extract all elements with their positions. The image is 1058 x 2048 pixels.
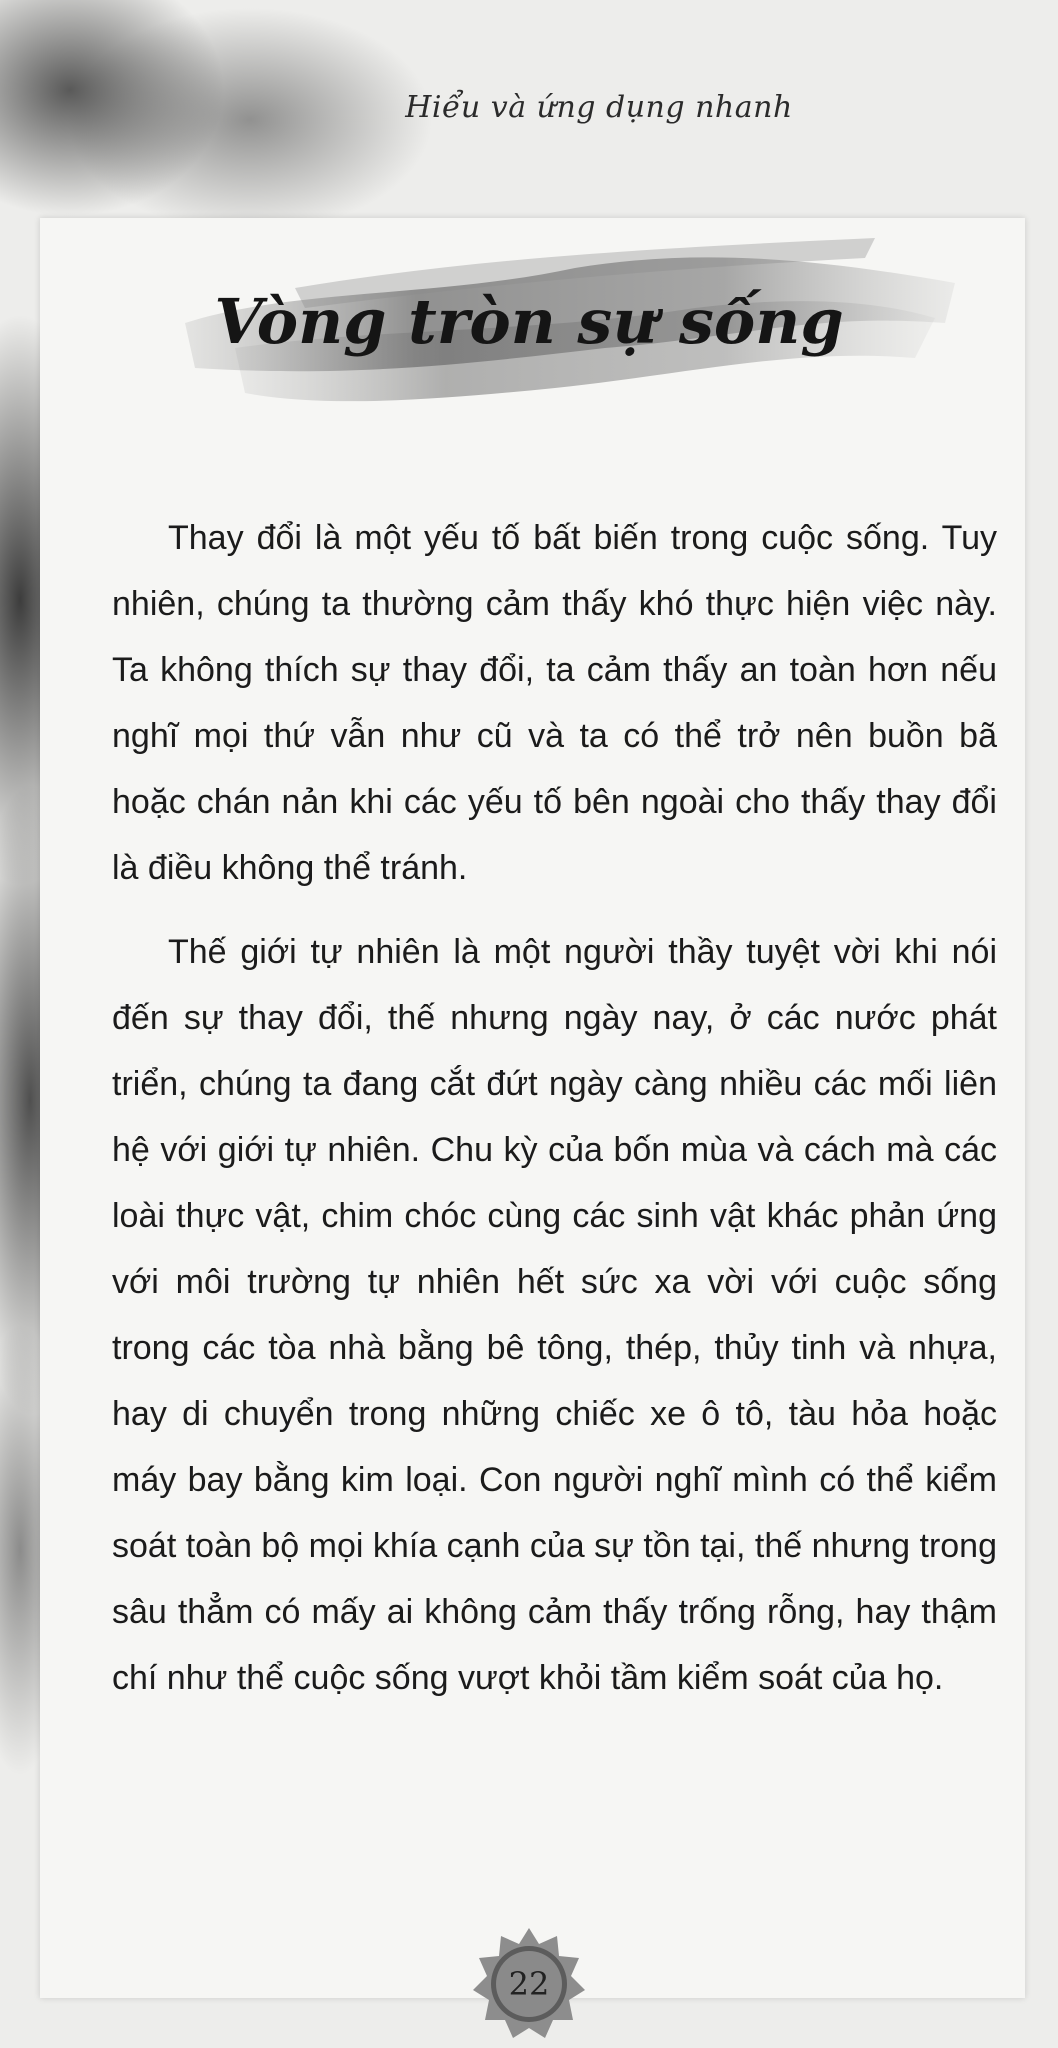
paragraph: Thay đổi là một yếu tố bất biến trong cuộc sống. Tuy nhiên, chúng ta thường cảm thấy khó thực hiện việc này. Ta không thích sự thay đổi, ta cảm thấy an toàn hơn nếu nghĩ mọi thứ vẫn như cũ và ta có thể trở nên buồn bã hoặc chán nản khi các yếu tố bên ngoài cho thấy thay đổi là điều không thể tránh. [112,519,997,887]
running-header: Hiểu và ứng dụng nhanh [405,90,793,125]
body-text [112,505,997,1729]
paragraph: Thế giới tự nhiên là một người thầy tuyệt vời khi nói đến sự thay đổi, thế nhưng ngày nay, ở các nước phát triển, chúng ta đang cắt đứt ngày càng nhiều các mối liên hệ với giới tự nhiên. Chu kỳ của bốn mùa và cách mà các loài thực vật, chim chóc cùng các sinh vật khác phản ứng với môi trường tự nhiên hết sức xa vời với cuộc sống trong các tòa nhà bằng bê tông, thép, thủy tinh và nhựa, hay di chuyển trong những chiếc xe ô tô, tàu hỏa hoặc máy bay bằng kim loại. Con người nghĩ mình có thể kiểm soát toàn bộ mọi khía cạnh của sự tồn tại, thế nhưng trong sâu thẳm có mấy ai không cảm thấy trống rỗng, hay thậm chí như thể cuộc sống vượt khỏi tầm kiểm soát của họ. [112,933,997,1697]
page-number: 22 [508,1965,550,2003]
chapter-title: Vòng tròn sự sống [214,285,844,358]
